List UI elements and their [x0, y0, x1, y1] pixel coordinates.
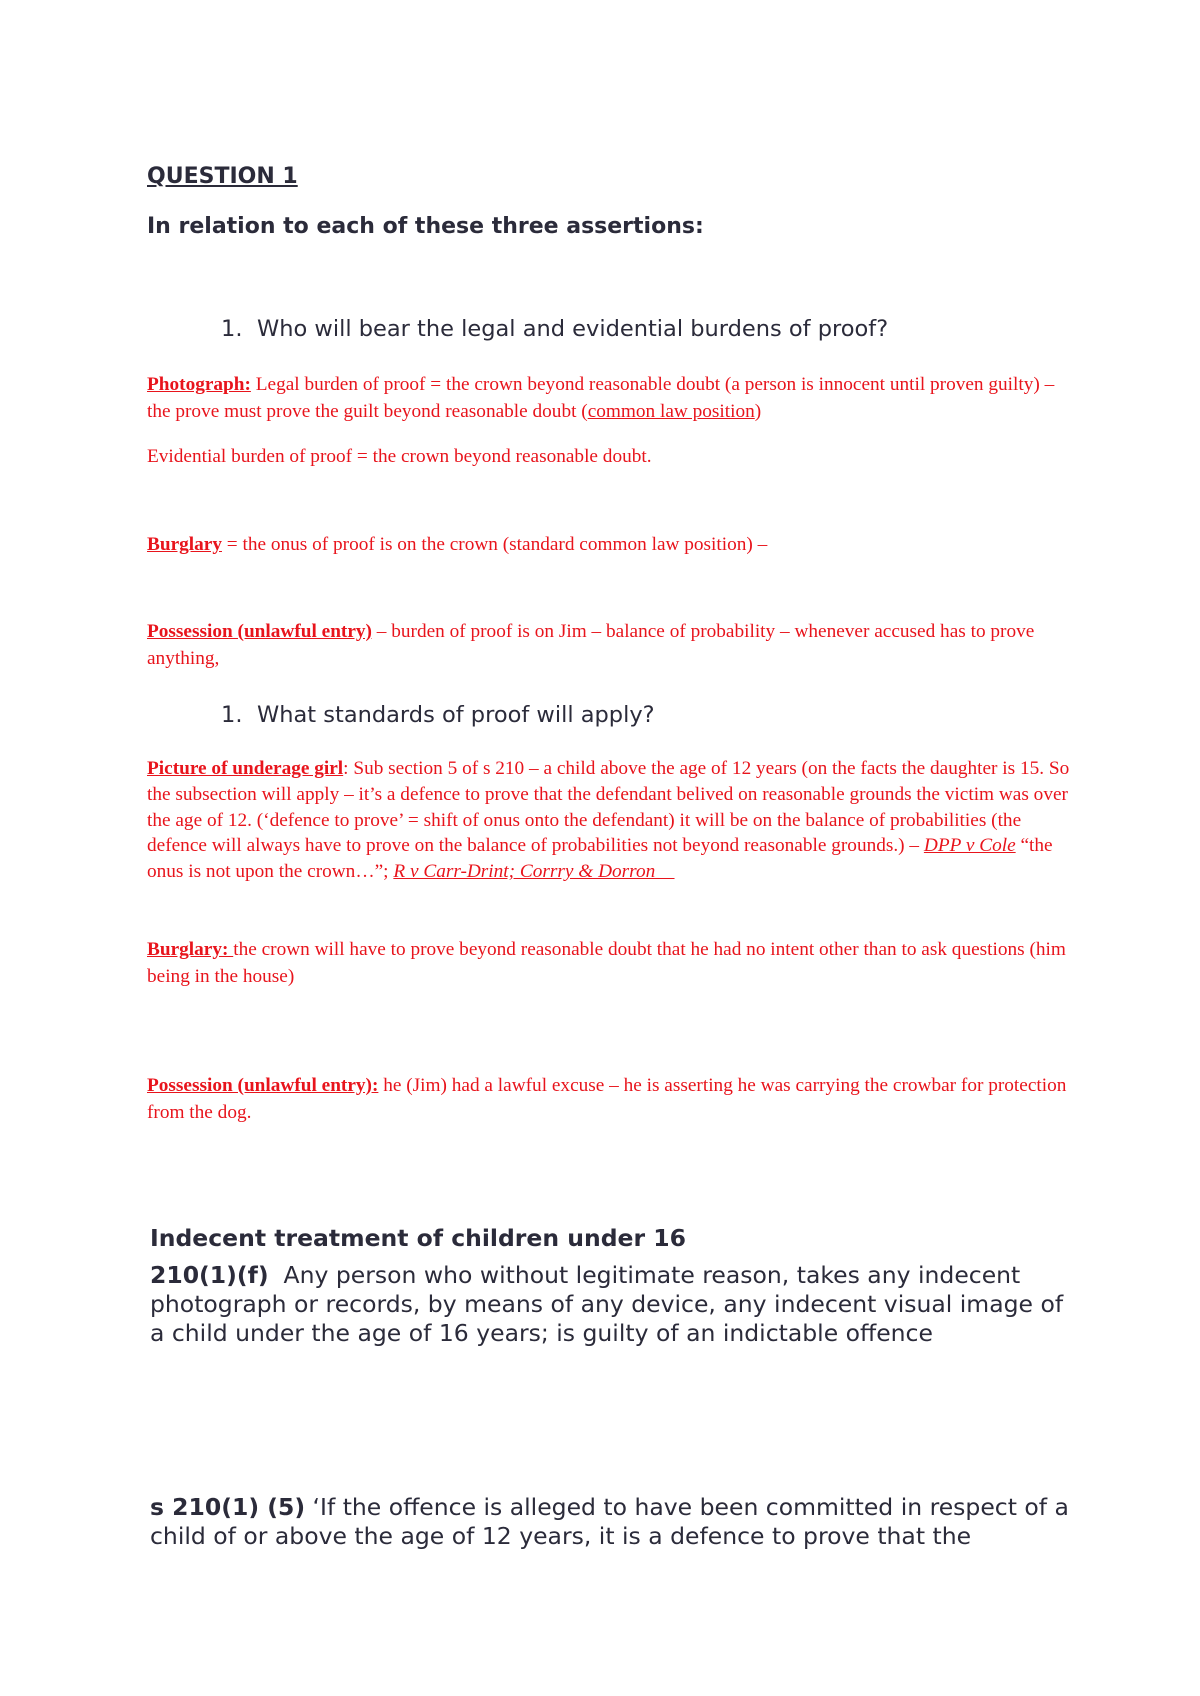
possession-text: – burden of proof is on Jim – balance of probability – whenever accused has to prove anything, [147, 621, 1035, 669]
common-law-link[interactable]: common law position [587, 400, 755, 422]
case-dpp-v-cole[interactable]: DPP v Cole [923, 835, 1016, 857]
statute-ref: s 210(1) (5) [150, 1493, 306, 1521]
underage-girl-text: : Sub section 5 of s 210 – a child above the age of 12 years (on the facts the daughter is 15. So the subsection will apply – it’s a defence to prove that the defendant belived on reasonable grounds the victim was over the age of 12. (‘defence to prove’ = shift of onus onto the defendant) it will be on the balance of probabilities (the defence will always have to prove on the balance of probabilities not beyond reasonable grounds.) – [147, 758, 1070, 857]
item-number: 1. [221, 316, 243, 342]
item-text: What standards of proof will apply? [257, 702, 655, 728]
statute-210-1-5 [150, 1493, 1080, 1551]
item-number: 1. [221, 702, 243, 728]
item-text: Who will bear the legal and evidential burdens of proof? [257, 316, 889, 342]
possession-paragraph [147, 619, 1077, 672]
evidential-paragraph: Evidential burden of proof = the crown beyond reasonable doubt. [147, 446, 652, 467]
photograph-label: Photograph: [147, 374, 251, 395]
statute-text: ‘If the offence is alleged to have been committed in respect of a child of or above the age of 12 years, it is a defence to prove that the [150, 1493, 1069, 1550]
case-r-v-carr-drint[interactable]: R v Carr-Drint; Corrry & Dorron [393, 861, 675, 883]
underage-girl-label: Picture of underage girl [147, 758, 344, 779]
possession-standard-text: he (Jim) had a lawful excuse – he is asserting he was carrying the crowbar for protection from the dog. [147, 1075, 1067, 1123]
photograph-text-end: ) [754, 400, 762, 422]
statute-ref: 210(1)(f) [150, 1261, 269, 1289]
burglary-paragraph [147, 532, 1077, 559]
numbered-item-standards [221, 702, 655, 728]
photograph-paragraph [147, 372, 1077, 425]
possession-label: Possession (unlawful entry) [147, 621, 372, 642]
possession-standard-label: Possession (unlawful entry): [147, 1075, 379, 1096]
photograph-text: Legal burden of proof = the crown beyond reasonable doubt (a person is innocent until proven guilty) – the prove must prove the guilt beyond reasonable doubt ( [147, 374, 1055, 422]
statute-text: Any person who without legitimate reason, takes any indecent photograph or records, by means of any device, any indecent visual image of a child under the age of 16 years; is guilty of an indictable offence [150, 1261, 1071, 1347]
statute-210-1-f [150, 1261, 1080, 1348]
burglary-label: Burglary [147, 534, 222, 555]
burglary-text: = the onus of proof is on the crown (standard common law position) – [221, 534, 768, 555]
underage-girl-text-2: “the onus is not upon the crown…”; [147, 835, 1053, 883]
question-title: QUESTION 1 [147, 164, 298, 189]
question-intro: In relation to each of these three assertions: [147, 214, 704, 239]
possession-standard-paragraph [147, 1073, 1077, 1126]
burglary-standard-label: Burglary: [147, 939, 234, 960]
numbered-item-burdens [221, 316, 888, 342]
burglary-standard-paragraph [147, 937, 1077, 990]
section-title: Indecent treatment of children under 16 [150, 1224, 686, 1252]
underage-girl-paragraph [147, 756, 1077, 885]
burglary-standard-text: the crown will have to prove beyond reasonable doubt that he had no intent other than to ask questions (him being in the house) [147, 939, 1066, 987]
